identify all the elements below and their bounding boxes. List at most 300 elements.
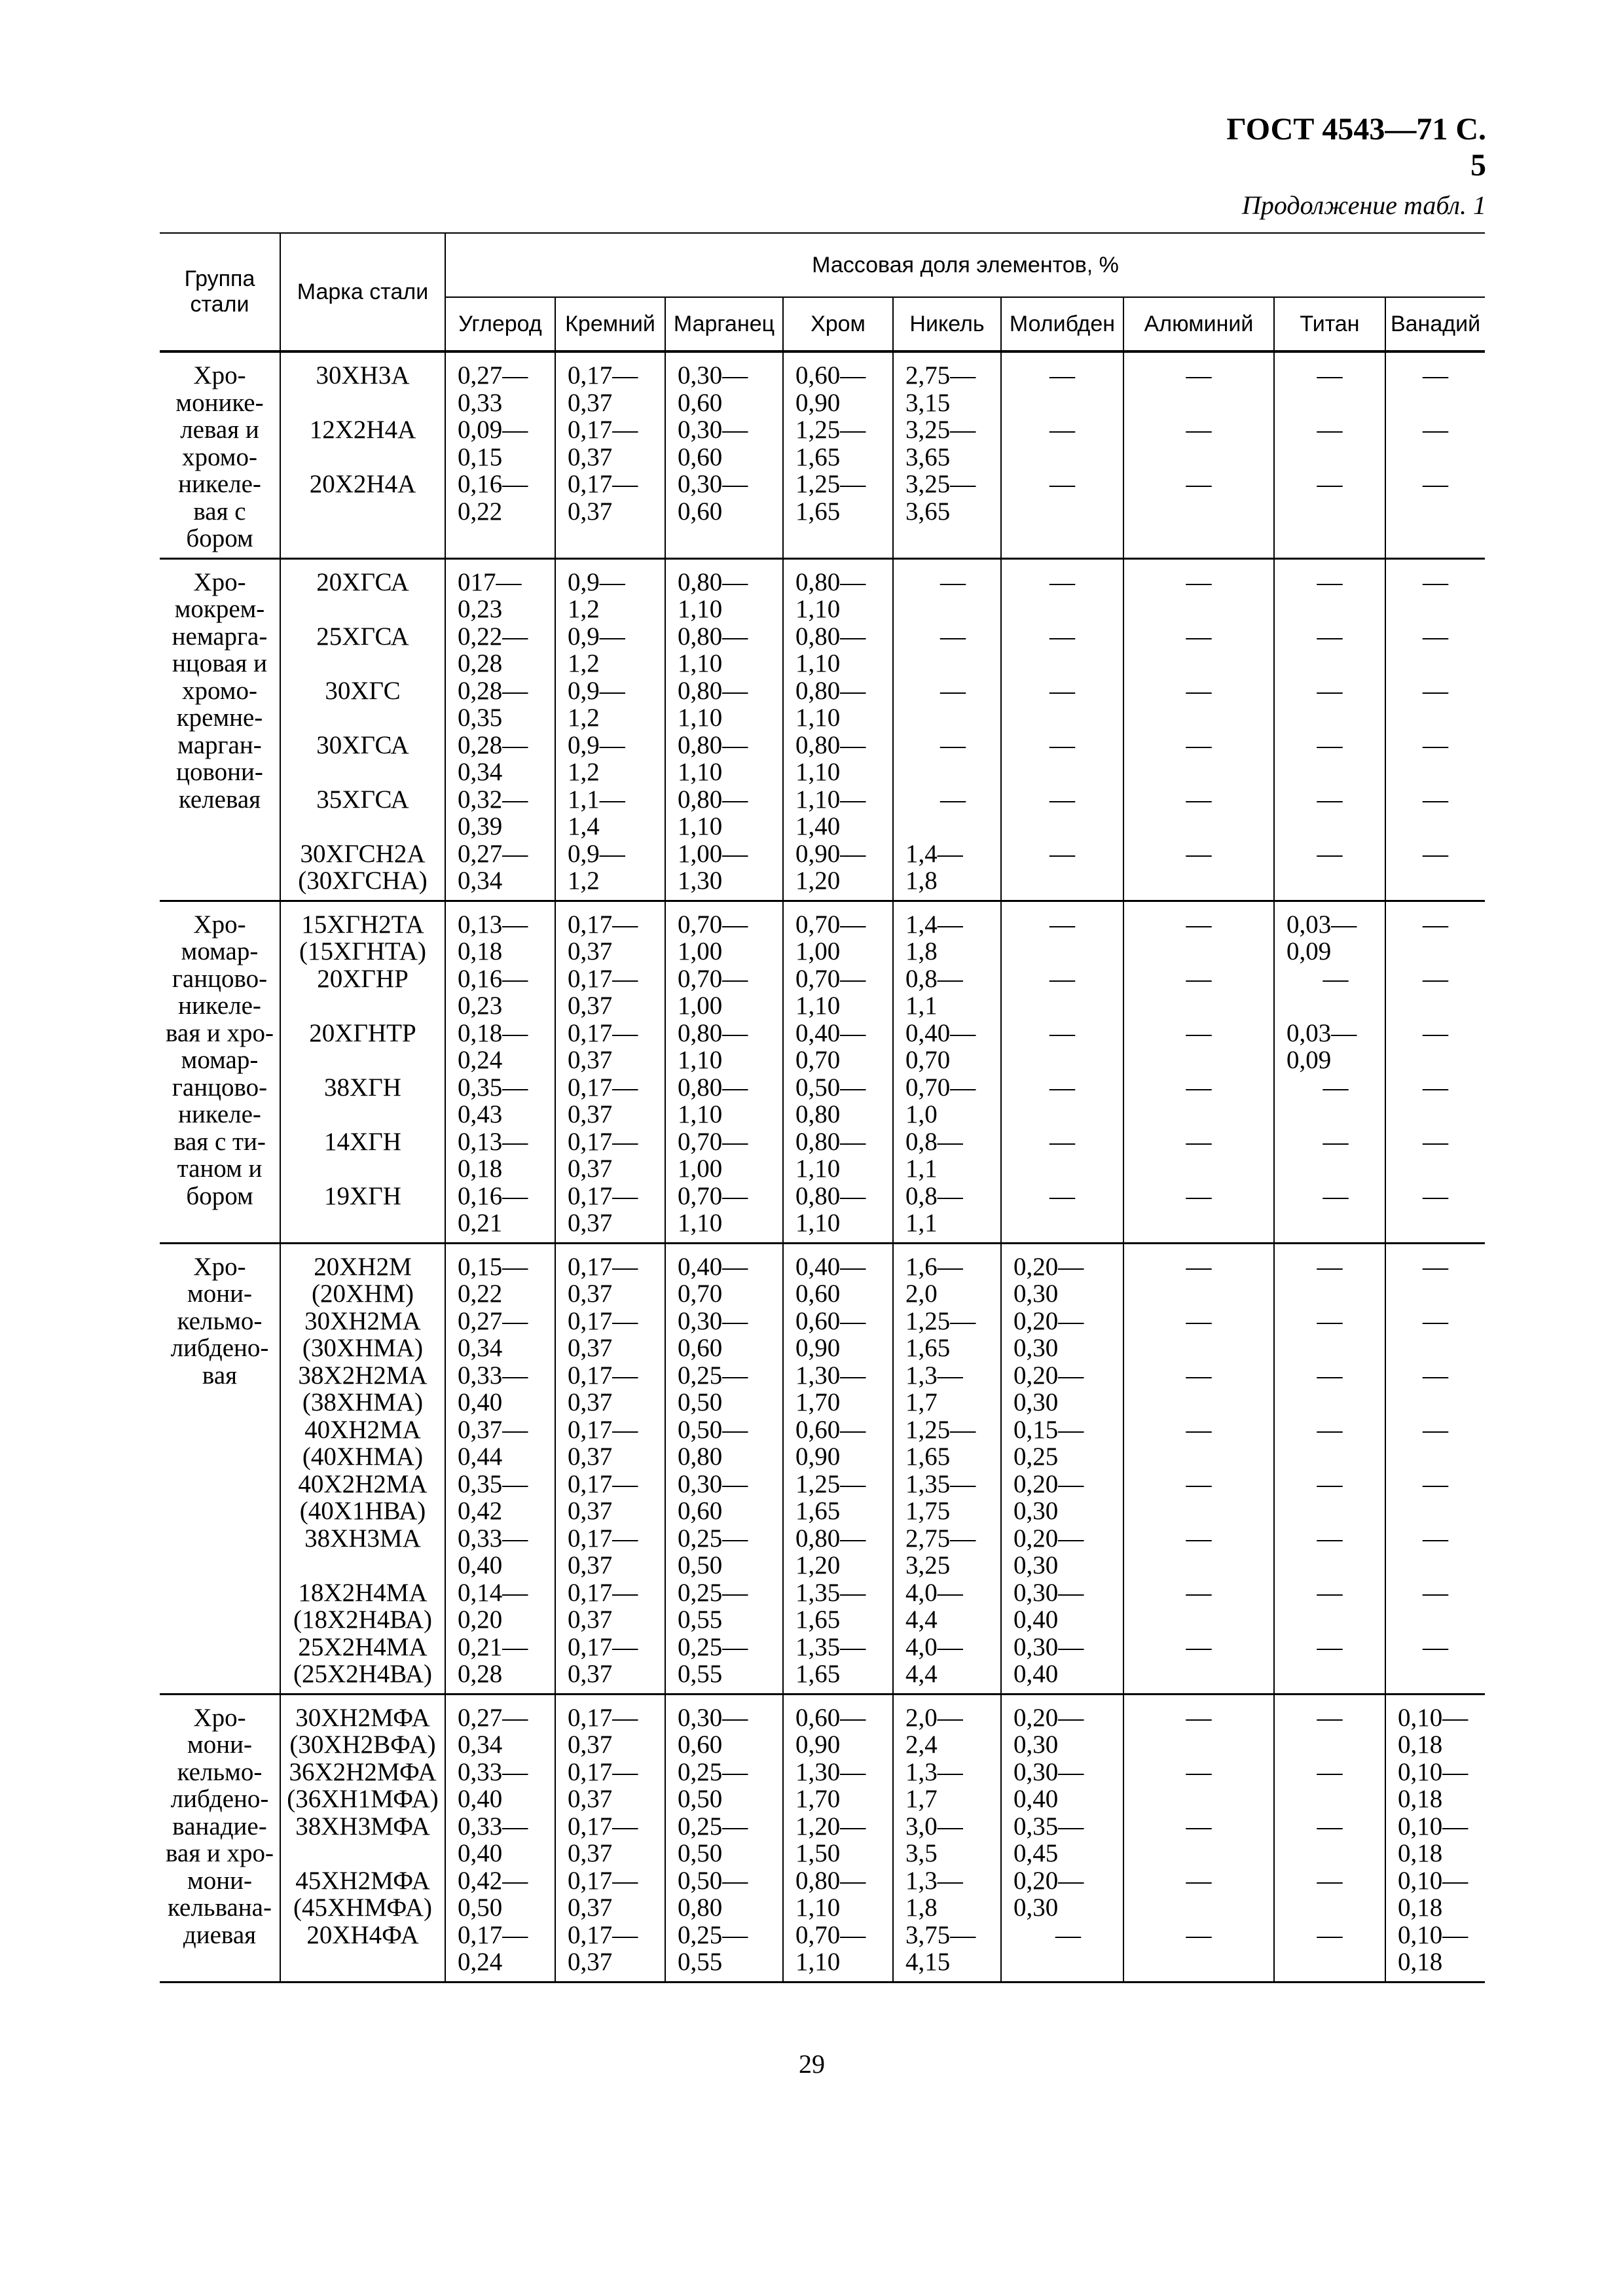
manganese-value: 1,00—	[678, 839, 748, 868]
aluminium-cell	[1123, 351, 1274, 558]
vanadium-value	[1386, 1606, 1485, 1634]
chromium-value: 1,65	[795, 442, 841, 471]
aluminium-value	[1124, 704, 1273, 732]
brand-value: (30ХН2ВФА)	[289, 1731, 436, 1759]
carbon-value: 0,28—	[458, 730, 528, 759]
silicon-value: 0,17—	[568, 1306, 638, 1335]
chromium-value: 1,25—	[795, 470, 866, 498]
titanium-value: —	[1317, 1866, 1343, 1895]
carbon-value: 0,40	[458, 1551, 503, 1579]
table-row	[160, 1694, 1485, 1982]
brand-cell	[280, 901, 445, 1243]
silicon-value: 0,17—	[568, 361, 638, 389]
molybdenum-value: —	[1049, 730, 1075, 759]
carbon-value: 0,22	[458, 497, 503, 526]
nickel-value: 2,0—	[905, 1703, 963, 1732]
titanium-value	[1275, 704, 1385, 732]
nickel-value: 1,1	[905, 1209, 938, 1237]
molybdenum-value	[1002, 1101, 1123, 1128]
aluminium-value: —	[1186, 730, 1212, 759]
titanium-cell	[1274, 1694, 1385, 1982]
carbon-value: 0,42	[458, 1497, 503, 1525]
chromium-value: 1,40	[795, 812, 841, 840]
steel-group-line: мони-	[187, 1280, 252, 1308]
molybdenum-value: 0,25	[1013, 1443, 1059, 1471]
molybdenum-value	[1002, 498, 1123, 526]
nickel-value: 0,70	[905, 1046, 951, 1074]
brand-value: 19ХГН	[324, 1181, 401, 1210]
brand-value: 30ХН3А	[316, 361, 410, 389]
brand-value: 12Х2Н4А	[309, 416, 416, 444]
steel-group-cell	[160, 351, 280, 558]
titanium-cell	[1274, 1243, 1385, 1694]
aluminium-value: —	[1186, 1127, 1212, 1156]
silicon-value: 0,37	[568, 1334, 613, 1362]
steel-group-line: марган-	[177, 730, 262, 759]
vanadium-value	[1386, 992, 1485, 1020]
titanium-value: —	[1317, 1252, 1343, 1281]
nickel-value: 2,75—	[905, 361, 976, 389]
titanium-value	[1275, 444, 1385, 471]
nickel-value: 3,5	[905, 1839, 938, 1867]
brand-value: (20ХНМ)	[312, 1280, 414, 1308]
manganese-value: 0,80	[678, 1893, 723, 1922]
chromium-value: 1,10—	[795, 785, 866, 814]
silicon-value: 1,1—	[568, 785, 625, 814]
molybdenum-value	[1002, 704, 1123, 732]
aluminium-value	[1124, 1210, 1273, 1237]
titanium-value: —	[1317, 1578, 1343, 1607]
vanadium-value	[1386, 498, 1485, 526]
silicon-cell	[555, 558, 665, 901]
nickel-value: 1,3—	[905, 1866, 963, 1895]
molybdenum-value: 0,20—	[1013, 1306, 1084, 1335]
carbon-cell	[445, 901, 555, 1243]
steel-group-line: никеле-	[178, 992, 261, 1020]
nickel-value: 1,1	[905, 1155, 938, 1183]
nickel-value: 4,15	[905, 1948, 951, 1976]
molybdenum-value: 0,20—	[1013, 1469, 1084, 1498]
brand-value	[281, 389, 445, 417]
vanadium-value	[1386, 1280, 1485, 1308]
nickel-value: 1,8	[905, 937, 938, 965]
brand-value: (15ХГНТА)	[299, 937, 426, 965]
chromium-value: 1,50	[795, 1839, 841, 1867]
molybdenum-value: —	[1049, 785, 1075, 814]
manganese-value: 0,50	[678, 1785, 723, 1813]
molybdenum-value	[1002, 1047, 1123, 1074]
carbon-value: 0,44	[458, 1443, 503, 1471]
aluminium-value: —	[1186, 622, 1212, 651]
manganese-value: 0,25—	[678, 1632, 748, 1661]
aluminium-value	[1124, 1840, 1273, 1867]
header-element: Ванадий	[1385, 297, 1485, 351]
nickel-value: 0,40—	[905, 1018, 976, 1047]
silicon-value: 0,17—	[568, 1361, 638, 1390]
steel-group-line: монике-	[175, 388, 264, 417]
silicon-value: 0,37	[568, 992, 613, 1020]
brand-value	[281, 1840, 445, 1867]
vanadium-value	[1386, 444, 1485, 471]
steel-group-line: немарга-	[172, 622, 268, 651]
chromium-value: 1,10	[795, 649, 841, 677]
carbon-value: 0,28	[458, 1660, 503, 1688]
brand-value: 15ХГН2ТА	[301, 910, 424, 939]
nickel-value: 3,25—	[905, 416, 976, 444]
aluminium-value	[1124, 1948, 1273, 1976]
molybdenum-value	[1013, 1948, 1123, 1976]
steel-group-line: ганцово-	[172, 1073, 268, 1102]
chromium-value: 1,65	[795, 1660, 841, 1688]
chromium-value: 0,80—	[795, 730, 866, 759]
brand-value: 20ХГСА	[316, 567, 409, 596]
molybdenum-value: 0,30	[1013, 1731, 1059, 1759]
aluminium-value	[1124, 1335, 1273, 1362]
brand-value: 38ХН3МФА	[295, 1812, 430, 1840]
nickel-value: 3,25	[905, 1551, 951, 1579]
chromium-value: 1,70	[795, 1388, 841, 1416]
nickel-value: 4,0—	[905, 1632, 963, 1661]
carbon-value: 0,13—	[458, 1127, 528, 1156]
titanium-value: —	[1317, 730, 1343, 759]
vanadium-value: —	[1423, 1578, 1449, 1607]
nickel-value: 1,75	[905, 1497, 951, 1525]
manganese-value: 0,80—	[678, 1018, 748, 1047]
silicon-value: 0,37	[568, 1605, 613, 1634]
aluminium-value: —	[1186, 1018, 1212, 1047]
titanium-value: —	[1317, 1757, 1343, 1786]
manganese-value: 1,10	[678, 1209, 723, 1237]
molybdenum-value	[1002, 759, 1123, 786]
titanium-value	[1275, 759, 1385, 786]
vanadium-cell	[1385, 1694, 1485, 1982]
molybdenum-value: 0,30—	[1013, 1757, 1084, 1786]
aluminium-value	[1124, 1606, 1273, 1634]
chromium-value: 0,40—	[795, 1252, 866, 1281]
silicon-value: 0,37	[568, 1948, 613, 1976]
titanium-value: —	[1317, 1632, 1343, 1661]
molybdenum-cell	[1001, 1694, 1123, 1982]
nickel-value: 3,65	[905, 497, 951, 526]
steel-group-line: келевая	[178, 785, 261, 814]
aluminium-value: —	[1186, 567, 1212, 596]
nickel-value: 4,0—	[905, 1578, 963, 1607]
titanium-value: —	[1317, 470, 1343, 498]
steel-group-line: вая и хро-	[165, 1018, 274, 1047]
silicon-value: 1,2	[568, 595, 600, 623]
brand-value: 35ХГСА	[316, 785, 409, 814]
vanadium-value	[1386, 1552, 1485, 1579]
nickel-value: 3,25—	[905, 470, 976, 498]
chromium-value: 1,00	[795, 937, 841, 965]
carbon-value: 0,23	[458, 992, 503, 1020]
titanium-value	[1275, 1335, 1385, 1362]
silicon-value: 0,37	[568, 1046, 613, 1074]
aluminium-value	[1124, 1443, 1273, 1471]
brand-value: (38ХНМА)	[302, 1388, 424, 1416]
aluminium-value: —	[1186, 1632, 1212, 1661]
nickel-value: 1,3—	[905, 1757, 963, 1786]
aluminium-value	[1124, 1389, 1273, 1416]
steel-group-line: мони-	[187, 1866, 252, 1895]
manganese-value: 0,70—	[678, 1127, 748, 1156]
silicon-value: 0,17—	[568, 1127, 638, 1156]
nickel-cell	[893, 351, 1001, 558]
chromium-cell	[783, 1694, 893, 1982]
chromium-value: 0,80—	[795, 1127, 866, 1156]
silicon-value: 1,2	[568, 758, 600, 786]
silicon-value: 0,17—	[568, 1469, 638, 1498]
header-mass-fraction: Массовая доля элементов, %	[445, 233, 1485, 297]
silicon-value: 0,17—	[568, 1812, 638, 1840]
manganese-value: 1,10	[678, 758, 723, 786]
brand-value: (36ХН1МФА)	[287, 1785, 439, 1813]
silicon-value: 0,37	[568, 937, 613, 965]
titanium-value: —	[1317, 416, 1343, 444]
manganese-value: 0,60	[678, 497, 723, 526]
molybdenum-value	[1002, 444, 1123, 471]
vanadium-value	[1386, 1210, 1485, 1237]
silicon-value: 0,17—	[568, 470, 638, 498]
silicon-cell	[555, 351, 665, 558]
silicon-value: 0,17—	[568, 416, 638, 444]
manganese-value: 0,50—	[678, 1415, 748, 1444]
carbon-cell	[445, 351, 555, 558]
nickel-value: 1,1	[905, 992, 938, 1020]
silicon-value: 0,17—	[568, 1757, 638, 1786]
silicon-value: 0,37	[568, 1388, 613, 1416]
molybdenum-value: 0,20—	[1013, 1361, 1084, 1390]
brand-value: (45ХНМФА)	[293, 1893, 432, 1922]
chromium-value: 0,60—	[795, 1306, 866, 1335]
chromium-cell	[783, 351, 893, 558]
carbon-value: 0,35	[458, 704, 503, 732]
vanadium-value: 0,18	[1398, 1893, 1443, 1922]
molybdenum-value	[1002, 992, 1123, 1020]
titanium-cell	[1274, 901, 1385, 1243]
steel-group-line: кельвана-	[168, 1893, 272, 1922]
manganese-value: 0,80—	[678, 622, 748, 651]
nickel-value: 3,75—	[905, 1920, 976, 1949]
carbon-value: 0,13—	[458, 910, 528, 939]
chromium-value: 1,35—	[795, 1632, 866, 1661]
steel-group-line: либдено-	[170, 1785, 269, 1813]
chromium-value: 0,50—	[795, 1073, 866, 1102]
aluminium-value: —	[1186, 1252, 1212, 1281]
chromium-value: 1,20	[795, 1551, 841, 1579]
carbon-cell	[445, 1243, 555, 1694]
aluminium-value: —	[1186, 964, 1212, 993]
nickel-value: 1,25—	[905, 1306, 976, 1335]
titanium-value: 0,09	[1286, 937, 1332, 965]
brand-value: 30ХГС	[325, 676, 401, 705]
molybdenum-value: —	[1049, 676, 1075, 705]
vanadium-value: —	[1423, 1469, 1449, 1498]
vanadium-value: —	[1423, 1415, 1449, 1444]
molybdenum-value: 0,15—	[1013, 1415, 1084, 1444]
vanadium-value: —	[1423, 1361, 1449, 1390]
nickel-value: 1,4—	[905, 910, 963, 939]
carbon-value: 0,21—	[458, 1632, 528, 1661]
header-element: Марганец	[665, 297, 783, 351]
steel-group-line: бором	[186, 1181, 253, 1210]
nickel-value: —	[940, 785, 966, 814]
nickel-value: —	[940, 676, 966, 705]
aluminium-cell	[1123, 558, 1274, 901]
brand-value: 30ХГСА	[316, 730, 409, 759]
manganese-value: 0,80—	[678, 785, 748, 814]
vanadium-value	[1386, 596, 1485, 623]
vanadium-value: —	[1423, 1181, 1449, 1210]
titanium-value: —	[1317, 567, 1343, 596]
header-element: Хром	[783, 297, 893, 351]
silicon-value: 0,37	[568, 497, 613, 526]
silicon-value: 1,2	[568, 867, 600, 895]
chromium-value: 0,90	[795, 1334, 841, 1362]
brand-value	[281, 1047, 445, 1074]
chromium-value: 1,65	[795, 1497, 841, 1525]
molybdenum-value: 0,40	[1013, 1605, 1059, 1634]
manganese-value: 0,30—	[678, 1306, 748, 1335]
vanadium-value: —	[1423, 1018, 1449, 1047]
carbon-value: 0,15—	[458, 1252, 528, 1281]
brand-value: 25Х2Н4МА	[298, 1632, 428, 1661]
vanadium-value: —	[1423, 470, 1449, 498]
manganese-value: 0,30—	[678, 416, 748, 444]
titanium-value	[1275, 1840, 1385, 1867]
brand-value	[281, 444, 445, 471]
titanium-value	[1286, 992, 1385, 1020]
steel-group-line: Хро-	[193, 361, 246, 389]
silicon-value: 0,37	[568, 1443, 613, 1471]
aluminium-value: —	[1186, 839, 1212, 868]
brand-value: 40Х2Н2МА	[298, 1469, 428, 1498]
chromium-value: 0,90—	[795, 839, 866, 868]
brand-value: 38Х2Н2МА	[298, 1361, 428, 1390]
chromium-value: 0,70—	[795, 964, 866, 993]
manganese-value: 0,60	[678, 1497, 723, 1525]
carbon-value: 0,37—	[458, 1415, 528, 1444]
aluminium-value: —	[1186, 470, 1212, 498]
titanium-value: —	[1317, 1703, 1343, 1732]
silicon-value: 0,9—	[568, 622, 625, 651]
manganese-value: 0,30—	[678, 361, 748, 389]
chromium-value: 0,80—	[795, 567, 866, 596]
steel-group-line: вая	[202, 1361, 238, 1390]
steel-group-line: мони-	[187, 1731, 252, 1759]
chromium-value: 1,10	[795, 992, 841, 1020]
carbon-value: 0,23	[458, 595, 503, 623]
vanadium-value: —	[1423, 622, 1449, 651]
molybdenum-value	[1002, 813, 1123, 840]
vanadium-value: —	[1423, 1306, 1449, 1335]
nickel-value: 4,4	[905, 1660, 938, 1688]
aluminium-cell	[1123, 1243, 1274, 1694]
molybdenum-cell	[1001, 351, 1123, 558]
manganese-value: 0,30—	[678, 470, 748, 498]
manganese-value: 0,30—	[678, 1469, 748, 1498]
titanium-value: —	[1317, 1415, 1343, 1444]
chromium-value: 1,25—	[795, 416, 866, 444]
steel-group-line: Хро-	[193, 1703, 246, 1732]
table-row	[160, 901, 1485, 1243]
nickel-value: 1,25—	[905, 1415, 976, 1444]
steel-group-line: Хро-	[193, 567, 246, 596]
steel-group-line: нцовая и	[172, 649, 267, 677]
molybdenum-value: 0,20—	[1013, 1524, 1084, 1552]
vanadium-value: 0,10—	[1398, 1812, 1468, 1840]
silicon-cell	[555, 1243, 665, 1694]
molybdenum-value: 0,30	[1013, 1388, 1059, 1416]
carbon-value: 0,34	[458, 1334, 503, 1362]
brand-value	[281, 759, 445, 786]
titanium-cell	[1274, 558, 1385, 901]
vanadium-cell	[1385, 901, 1485, 1243]
nickel-value: 1,7	[905, 1388, 938, 1416]
molybdenum-value: 0,20—	[1013, 1703, 1084, 1732]
manganese-value: 1,10	[678, 649, 723, 677]
vanadium-value: 0,18	[1398, 1948, 1443, 1976]
brand-value	[281, 1101, 445, 1128]
carbon-value: 0,16—	[458, 964, 528, 993]
vanadium-value: 0,18	[1398, 1839, 1443, 1867]
titanium-value: 0,09	[1286, 1046, 1332, 1074]
header-group: Группа стали	[160, 233, 280, 351]
nickel-value: 3,65	[905, 442, 951, 471]
manganese-value: 0,60	[678, 442, 723, 471]
steel-group-line: вая с	[193, 497, 246, 526]
manganese-value: 0,25—	[678, 1524, 748, 1552]
nickel-cell	[893, 1694, 1001, 1982]
carbon-value: 0,15	[458, 442, 503, 471]
nickel-value: 1,65	[905, 1334, 951, 1362]
carbon-value: 0,17—	[458, 1920, 528, 1949]
molybdenum-value: —	[1049, 839, 1075, 868]
header-element: Никель	[893, 297, 1001, 351]
manganese-value: 1,10	[678, 704, 723, 732]
titanium-value	[1275, 389, 1385, 417]
brand-cell	[280, 1694, 445, 1982]
brand-value: (40Х1НВА)	[299, 1497, 426, 1525]
vanadium-value	[1386, 1101, 1485, 1128]
vanadium-value: —	[1423, 676, 1449, 705]
silicon-value: 0,17—	[568, 1252, 638, 1281]
chromium-cell	[783, 558, 893, 901]
carbon-value: 0,33—	[458, 1524, 528, 1552]
brand-value	[281, 596, 445, 623]
manganese-value: 1,00	[678, 992, 723, 1020]
vanadium-value: —	[1423, 910, 1449, 939]
manganese-value: 0,70—	[678, 910, 748, 939]
vanadium-value: —	[1423, 361, 1449, 389]
chromium-value: 0,70—	[795, 1920, 866, 1949]
titanium-value: —	[1317, 676, 1343, 705]
brand-value	[281, 813, 445, 840]
steel-group-line: цовони-	[176, 758, 263, 786]
nickel-cell	[893, 1243, 1001, 1694]
silicon-value: 0,17—	[568, 1073, 638, 1102]
aluminium-value	[1124, 1552, 1273, 1579]
nickel-value: 1,35—	[905, 1469, 976, 1498]
titanium-value	[1275, 867, 1385, 895]
aluminium-value: —	[1186, 1181, 1212, 1210]
manganese-value: 0,70—	[678, 964, 748, 993]
nickel-value: 1,6—	[905, 1252, 963, 1281]
manganese-value: 0,25—	[678, 1920, 748, 1949]
brand-value: 40ХН2МА	[304, 1415, 421, 1444]
header-element: Молибден	[1001, 297, 1123, 351]
chromium-cell	[783, 901, 893, 1243]
